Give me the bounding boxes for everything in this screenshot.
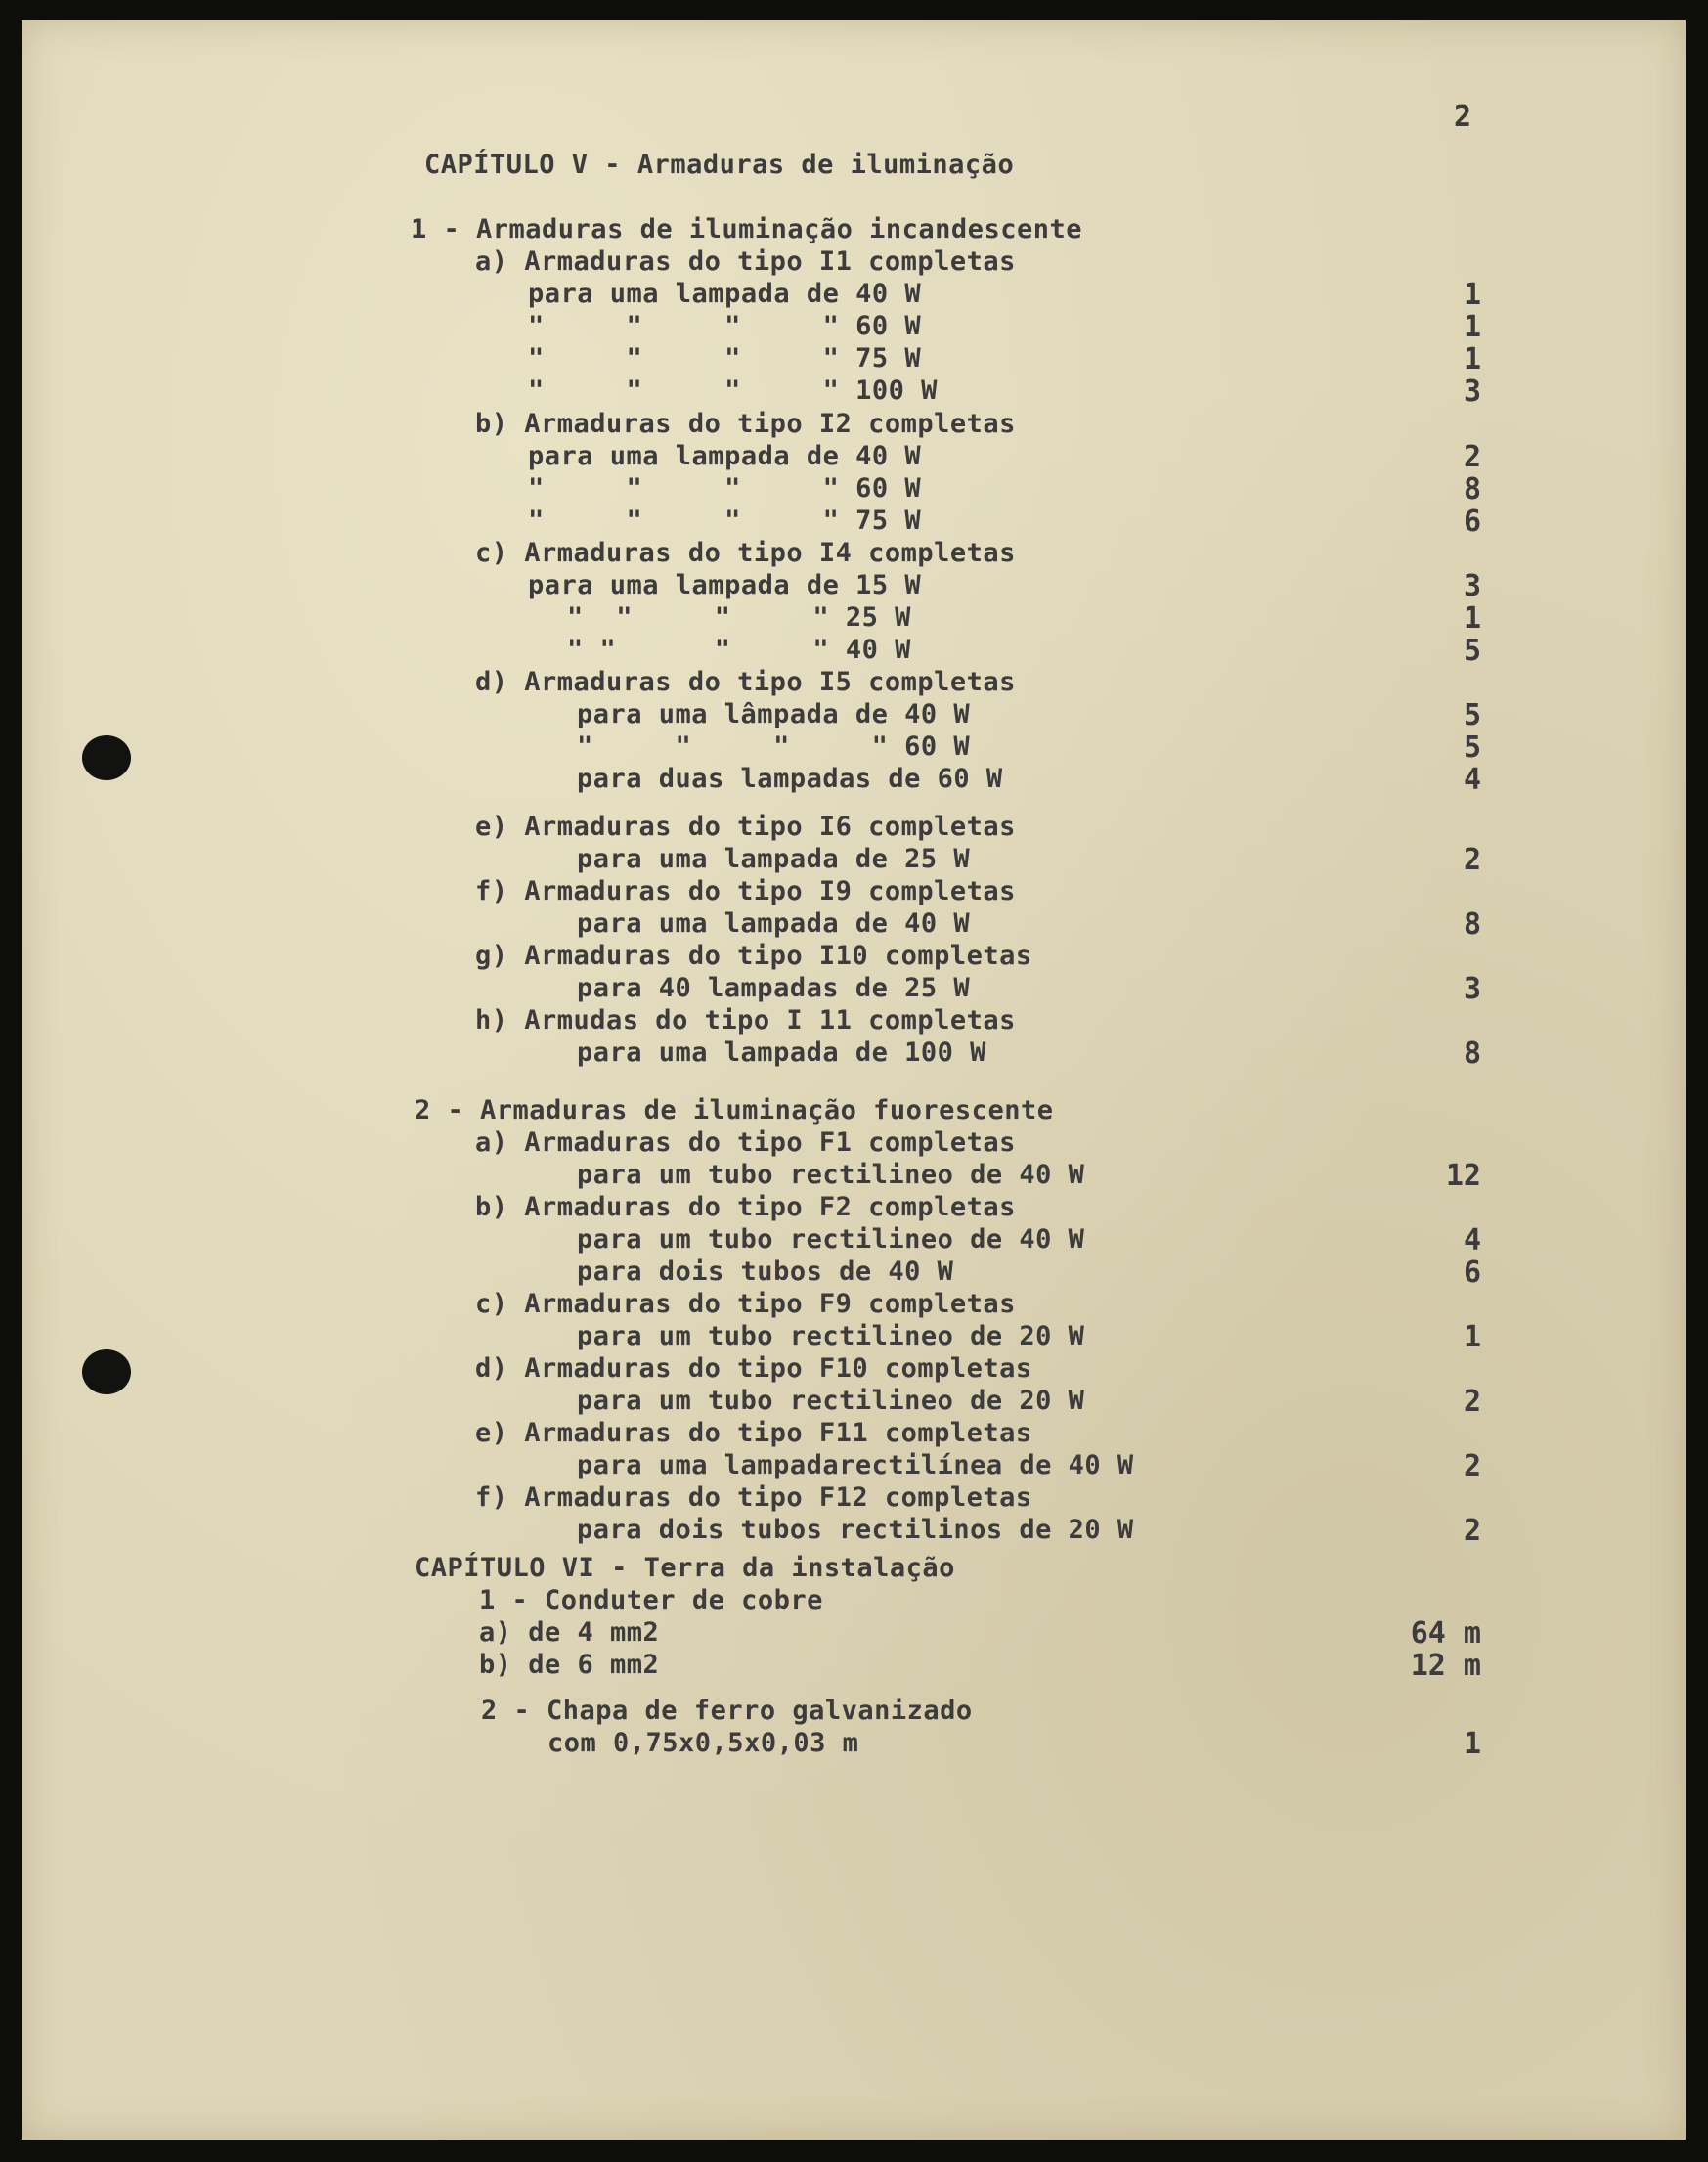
- line-text: " " " " 75 W: [528, 506, 922, 536]
- line-text: f) Armaduras do tipo F12 completas: [475, 1482, 1032, 1513]
- line-text: para dois tubos rectilinos de 20 W: [577, 1515, 1134, 1545]
- line-text: c) Armaduras do tipo F9 completas: [475, 1289, 1016, 1319]
- line-quantity: 3: [1463, 375, 1481, 409]
- line-text: para uma lampadarectilínea de 40 W: [577, 1450, 1134, 1480]
- line-text: a) Armaduras do tipo F1 completas: [475, 1127, 1016, 1158]
- line-text: a) de 4 mm2: [479, 1617, 660, 1648]
- line-text: para uma lampada de 25 W: [577, 844, 971, 874]
- line-quantity: 1: [1463, 1320, 1481, 1354]
- line-text: e) Armaduras do tipo I6 completas: [475, 812, 1016, 842]
- line-text: para um tubo rectilineo de 40 W: [577, 1224, 1085, 1255]
- line-text: com 0,75x0,5x0,03 m: [547, 1728, 859, 1758]
- line-text: d) Armaduras do tipo F10 completas: [475, 1353, 1032, 1384]
- punch-hole: [82, 1349, 131, 1394]
- document-page: [22, 20, 1686, 2140]
- line-text: a) Armaduras do tipo I1 completas: [475, 246, 1016, 277]
- line-text: para uma lampada de 40 W: [577, 908, 971, 939]
- line-quantity: 2: [1463, 1385, 1481, 1419]
- line-text: para uma lampada de 15 W: [528, 570, 922, 600]
- line-text: para dois tubos de 40 W: [577, 1257, 954, 1287]
- page-number: 2: [1454, 100, 1472, 134]
- line-quantity: 5: [1463, 730, 1481, 765]
- line-quantity: 1: [1463, 310, 1481, 344]
- line-text: h) Armudas do tipo I 11 completas: [475, 1005, 1016, 1036]
- line-quantity: 8: [1463, 472, 1481, 507]
- line-text: " " " " 60 W: [528, 311, 922, 341]
- line-text: 2 - Chapa de ferro galvanizado: [481, 1696, 973, 1726]
- punch-hole: [82, 735, 131, 780]
- line-quantity: 1: [1463, 342, 1481, 376]
- line-text: b) de 6 mm2: [479, 1650, 660, 1680]
- line-text: e) Armaduras do tipo F11 completas: [475, 1418, 1032, 1448]
- line-quantity: 8: [1463, 907, 1481, 942]
- line-text: CAPÍTULO V - Armaduras de iluminação: [424, 150, 1015, 180]
- line-text: para uma lampada de 40 W: [528, 279, 922, 309]
- line-quantity: 5: [1463, 634, 1481, 668]
- line-quantity: 64 m: [1410, 1616, 1481, 1651]
- line-text: " " " " 60 W: [577, 731, 971, 762]
- line-quantity: 12 m: [1410, 1649, 1481, 1683]
- line-text: b) Armaduras do tipo F2 completas: [475, 1192, 1016, 1222]
- line-text: CAPÍTULO VI - Terra da instalação: [415, 1553, 955, 1583]
- line-text: " " " " 60 W: [528, 473, 922, 504]
- line-quantity: 6: [1463, 505, 1481, 539]
- line-text: 1 - Conduter de cobre: [479, 1585, 823, 1615]
- line-quantity: 8: [1463, 1037, 1481, 1071]
- line-text: para um tubo rectilineo de 40 W: [577, 1160, 1085, 1190]
- line-text: para uma lampada de 100 W: [577, 1037, 986, 1068]
- line-quantity: 4: [1463, 763, 1481, 797]
- line-text: para uma lampada de 40 W: [528, 441, 922, 471]
- line-text: " " " " 100 W: [528, 375, 938, 406]
- line-quantity: 3: [1463, 569, 1481, 603]
- line-text: " " " " 75 W: [528, 343, 922, 374]
- line-text: para uma lâmpada de 40 W: [577, 699, 971, 729]
- line-text: c) Armaduras do tipo I4 completas: [475, 538, 1016, 568]
- line-text: g) Armaduras do tipo I10 completas: [475, 941, 1032, 971]
- line-quantity: 3: [1463, 972, 1481, 1006]
- line-quantity: 4: [1463, 1223, 1481, 1257]
- line-quantity: 2: [1463, 440, 1481, 474]
- line-quantity: 12: [1445, 1159, 1481, 1193]
- line-text: para um tubo rectilineo de 20 W: [577, 1386, 1085, 1416]
- line-text: " " " " 25 W: [567, 602, 911, 633]
- line-quantity: 1: [1463, 601, 1481, 636]
- line-text: 2 - Armaduras de iluminação fuorescente: [415, 1095, 1054, 1125]
- line-quantity: 2: [1463, 1449, 1481, 1483]
- line-quantity: 1: [1463, 278, 1481, 312]
- line-quantity: 6: [1463, 1256, 1481, 1290]
- line-quantity: 2: [1463, 843, 1481, 877]
- line-text: " " " " 40 W: [567, 635, 911, 665]
- line-text: d) Armaduras do tipo I5 completas: [475, 667, 1016, 697]
- line-text: f) Armaduras do tipo I9 completas: [475, 876, 1016, 906]
- line-text: 1 - Armaduras de iluminação incandescente: [411, 214, 1082, 244]
- line-quantity: 5: [1463, 698, 1481, 732]
- line-quantity: 2: [1463, 1514, 1481, 1548]
- line-text: para um tubo rectilineo de 20 W: [577, 1321, 1085, 1351]
- line-text: b) Armaduras do tipo I2 completas: [475, 409, 1016, 439]
- line-text: para 40 lampadas de 25 W: [577, 973, 971, 1003]
- line-quantity: 1: [1463, 1727, 1481, 1761]
- line-text: para duas lampadas de 60 W: [577, 764, 1003, 794]
